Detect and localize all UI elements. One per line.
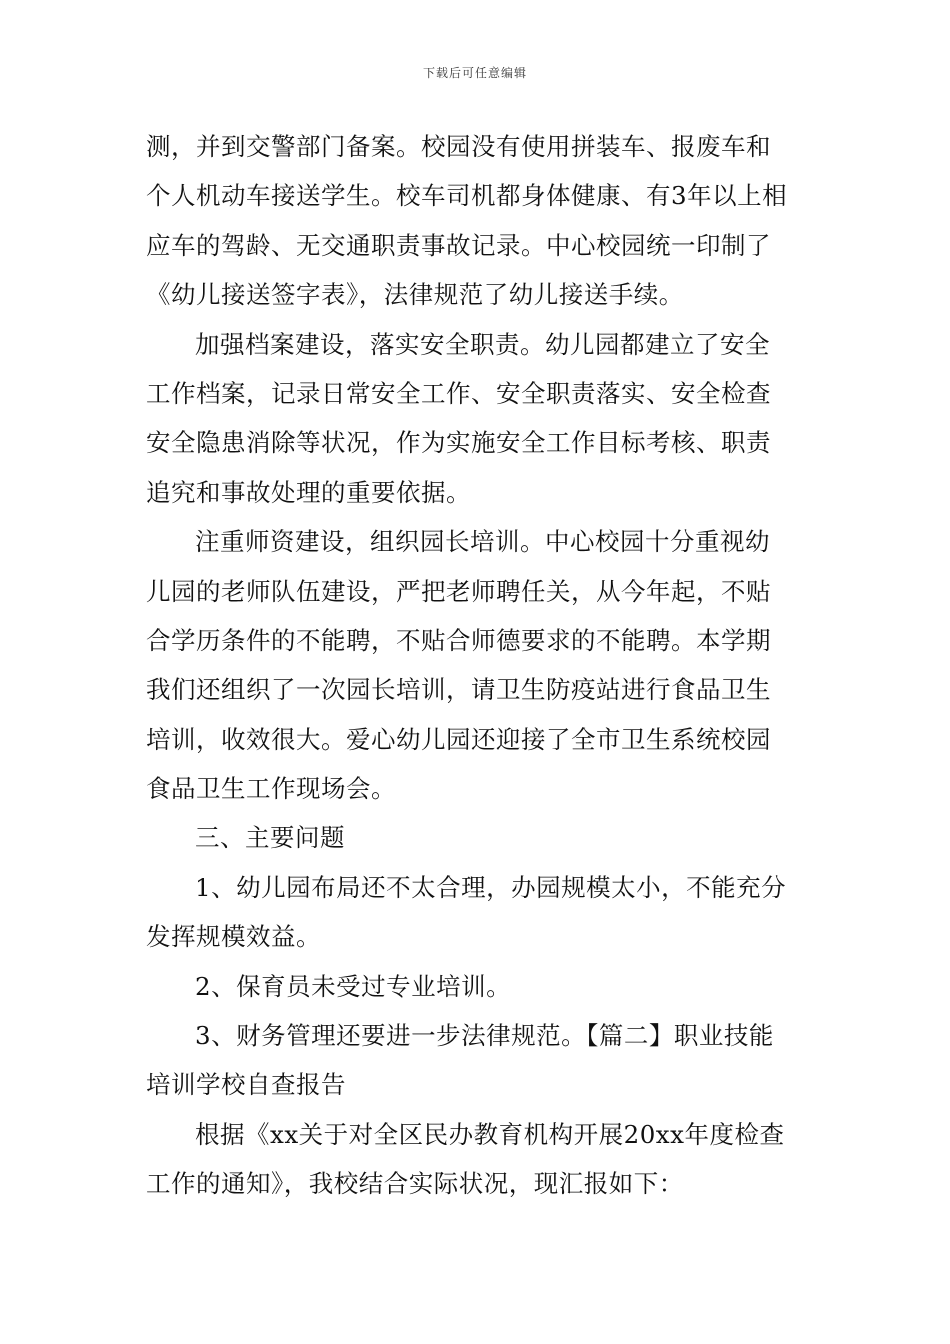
text-line: 应车的驾龄、无交通职责事故记录。中心校园统一印制了 xyxy=(146,230,771,260)
text-line: 安全隐患消除等状况，作为实施安全工作目标考核、职责 xyxy=(146,428,771,458)
text-line: 儿园的老师队伍建设，严把老师聘任关，从今年起，不贴 xyxy=(146,576,771,606)
text-line: 三、主要问题 xyxy=(195,823,345,853)
text-line: 《幼儿接送签字表》，法律规范了幼儿接送手续。 xyxy=(146,280,684,310)
text-line: 我们还组织了一次园长培训，请卫生防疫站进行食品卫生 xyxy=(146,675,771,705)
text-line: 个人机动车接送学生。校车司机都身体健康、有3年以上相 xyxy=(146,181,788,211)
paragraph-school-bus xyxy=(146,122,806,320)
text-line: 追究和事故处理的重要依据。 xyxy=(146,477,471,507)
text-line: 加强档案建设，落实安全职责。幼儿园都建立了安全 xyxy=(195,329,770,359)
text-line: 3、财务管理还要进一步法律规范。【篇二】职业技能 xyxy=(195,1021,774,1051)
text-line: 培训学校自查报告 xyxy=(146,1070,346,1100)
text-line: 注重师资建设，组织园长培训。中心校园十分重视幼 xyxy=(195,527,770,557)
page-header: 下载后可任意编辑 xyxy=(422,66,527,80)
text-line: 发挥规模效益。 xyxy=(146,922,321,952)
text-line: 2、保育员未受过专业培训。 xyxy=(195,971,512,1001)
text-line: 测，并到交警部门备案。校园没有使用拼装车、报废车和 xyxy=(146,132,771,161)
text-line: 1、幼儿园布局还不太合理，办园规模太小，不能充分 xyxy=(195,872,787,902)
paragraph-report-intro xyxy=(146,1110,806,1209)
text-line: 食品卫生工作现场会。 xyxy=(146,774,396,804)
text-line: 工作档案，记录日常安全工作、安全职责落实、安全检查 xyxy=(146,378,771,408)
problem-item-1 xyxy=(146,863,806,962)
paragraph-teachers xyxy=(146,517,806,813)
text-line: 合学历条件的不能聘，不贴合师德要求的不能聘。本学期 xyxy=(146,625,771,655)
document-body xyxy=(146,122,806,1209)
text-line: 工作的通知》，我校结合实际状况，现汇报如下： xyxy=(146,1169,684,1199)
problem-item-3 xyxy=(146,1011,806,1110)
text-line: 培训，收效很大。爱心幼儿园还迎接了全市卫生系统校园 xyxy=(146,724,771,754)
section-heading-main-problems xyxy=(146,813,806,862)
paragraph-archives xyxy=(146,320,806,518)
problem-item-2 xyxy=(146,962,806,1011)
text-line: 根据《xx关于对全区民办教育机构开展20xx年度检查 xyxy=(195,1119,785,1149)
